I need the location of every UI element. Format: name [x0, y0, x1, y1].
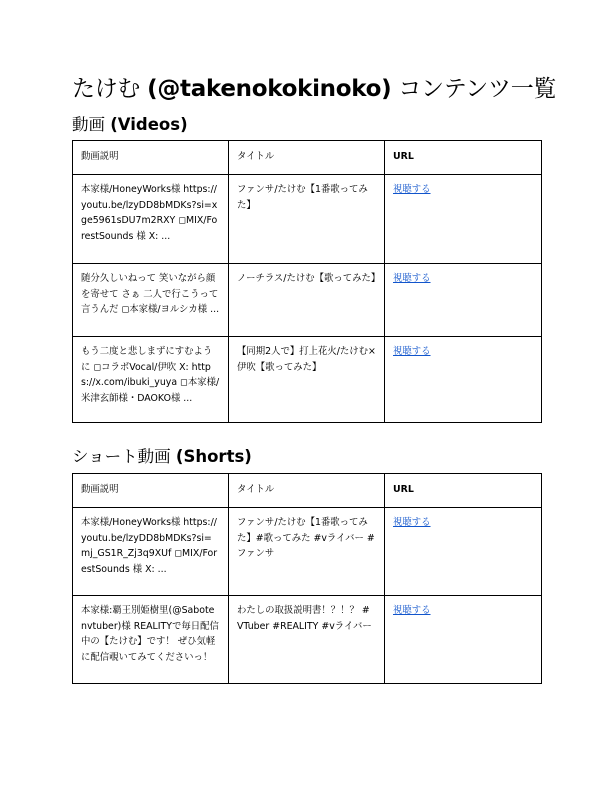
- video-description-cell: 随分久しいねって 笑いながら顔を寄せて さぁ 二人で行こうって言うんだ ◻本家様/ヨルシカ様 ...: [73, 264, 229, 337]
- watch-link[interactable]: 視聴する: [393, 346, 431, 357]
- url-cell: [385, 508, 542, 596]
- url-cell: [385, 337, 542, 423]
- short-description-cell: 本家様:覇王別姫樹里(@Sabotenvtuber)様 REALITYで毎日配信中の【たけむ】です！ ぜひ気軽に配信覗いてみてくださいっ！: [73, 596, 229, 684]
- watch-link[interactable]: 視聴する: [393, 517, 431, 528]
- table-header-row: [73, 141, 542, 175]
- short-title-cell: わたしの取扱説明書！？！？ #VTuber #REALITY #vライバー: [229, 596, 385, 684]
- column-header-title: タイトル: [229, 474, 385, 508]
- title-prefix: たけむ: [72, 76, 148, 102]
- url-cell: [385, 264, 542, 337]
- column-header-description: 動画説明: [73, 141, 229, 175]
- videos-heading-ja: 動画: [72, 115, 111, 134]
- column-header-url: URL: [385, 141, 542, 175]
- column-header-title: タイトル: [229, 141, 385, 175]
- table-row: [73, 508, 542, 596]
- table-row: [73, 264, 542, 337]
- watch-link[interactable]: 視聴する: [393, 273, 431, 284]
- table-row: [73, 175, 542, 264]
- title-suffix: コンテンツ一覧: [391, 76, 557, 102]
- videos-heading-en: (Videos): [110, 115, 188, 134]
- table-row: [73, 596, 542, 684]
- column-header-description: 動画説明: [73, 474, 229, 508]
- url-cell: [385, 596, 542, 684]
- table-header-row: [73, 474, 542, 508]
- video-title-cell: ファンサ/たけむ【1番歌ってみた】: [229, 175, 385, 264]
- table-row: [73, 337, 542, 423]
- short-description-cell: 本家様/HoneyWorks様 https://youtu.be/lzyDD8bMDKs?si=mj_GS1R_Zj3q9XUf ◻MIX/ForestSounds 様 X: ...: [73, 508, 229, 596]
- title-handle: (@takenokokinoko): [147, 76, 392, 102]
- shorts-heading-ja: ショート動画: [72, 447, 176, 466]
- shorts-heading-en: (Shorts): [175, 447, 252, 466]
- videos-section-heading: [72, 111, 188, 135]
- watch-link[interactable]: 視聴する: [393, 184, 431, 195]
- watch-link[interactable]: 視聴する: [393, 605, 431, 616]
- shorts-table: [72, 473, 542, 684]
- video-title-cell: 【同期2人で】打上花火/たけむ×伊吹【歌ってみた】: [229, 337, 385, 423]
- url-cell: [385, 175, 542, 264]
- shorts-section-heading: [72, 443, 252, 467]
- column-header-url: URL: [385, 474, 542, 508]
- video-title-cell: ノーチラス/たけむ【歌ってみた】: [229, 264, 385, 337]
- short-title-cell: ファンサ/たけむ【1番歌ってみた】#歌ってみた #vライバー #ファンサ: [229, 508, 385, 596]
- video-description-cell: もう二度と悲しまずにすむように ◻コラボVocal/伊吹 X: https://x.com/ibuki_yuya ◻本家様/米津玄師様・DAOKO様 ...: [73, 337, 229, 423]
- videos-table: [72, 140, 542, 423]
- video-description-cell: 本家様/HoneyWorks様 https://youtu.be/lzyDD8bMDKs?si=xge5961sDU7m2RXY ◻MIX/ForestSounds 様 X: ...: [73, 175, 229, 264]
- page-title: [72, 70, 556, 103]
